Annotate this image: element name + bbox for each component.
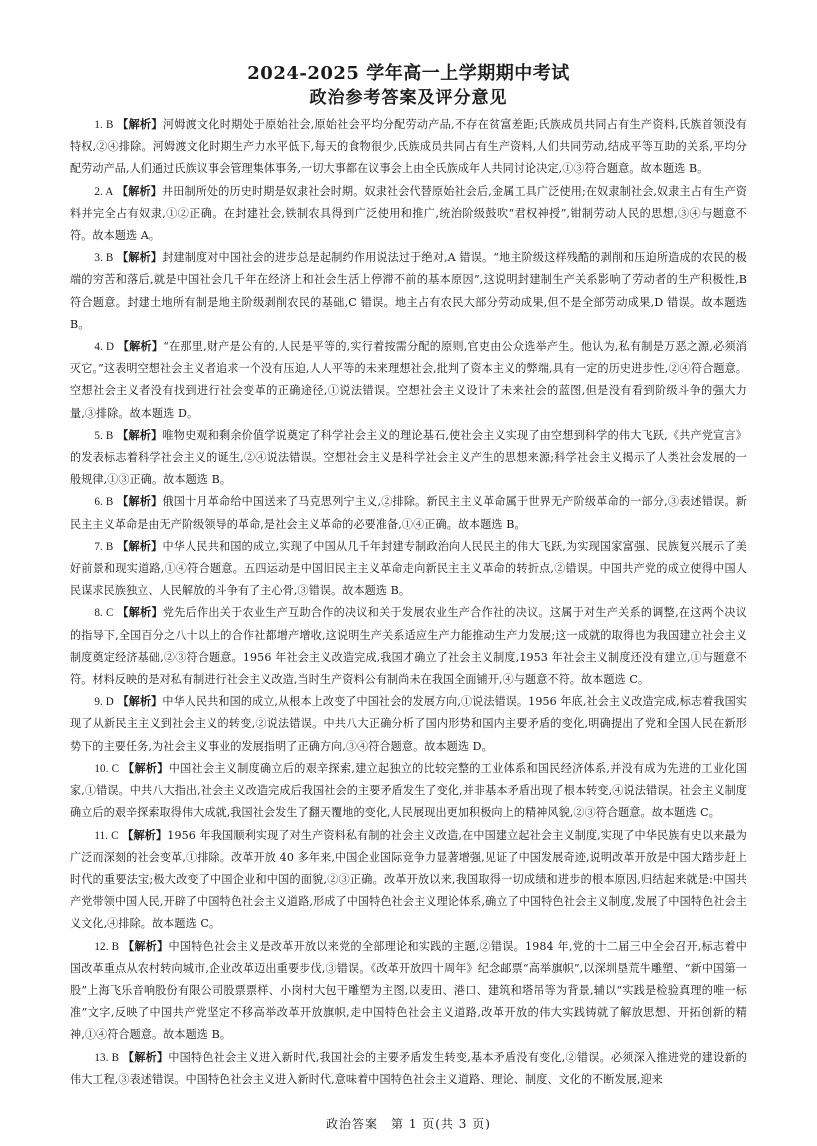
answer-key-subtitle: 政治参考答案及评分意见: [309, 88, 508, 108]
analysis-tag: 【解析】: [122, 1050, 169, 1064]
analysis-tag: 【解析】: [117, 340, 164, 354]
analysis-text: 中国特色社会主义进入新时代,我国社会的主要矛盾发生转变,基本矛盾没有变化,②错误。必须深入推进党的建设新的伟大工程,③表述错误。中国特色社会主义进入新时代,意味着中国特色社会主义道路、理论、制度、文化的不断发展,迎来: [70, 1050, 747, 1086]
analysis-tag: 【解析】: [117, 118, 163, 131]
analysis-text: 河姆渡文化时期处于原始社会,原始社会平均分配劳动产品,不存在贫富差距;氏族成员共同占有生产资料,氏族首领没有特权,②④排除。河姆渡文化时期生产力水平低下,每天的食物很少,氏族成员共同占有生产资料,人们共同劳动,结成平等互助的关系,平均分配劳动产品,人们通过氏族议事会管理集体事务,一切大事都在议事会上由全氏族成年人共同讨论决定,①③符合题意。故本题选 B。: [70, 118, 747, 176]
analysis-text: 中国特色社会主义是改革开放以来党的全部理论和实践的主题,②错误。1984 年,党的十二届三中全会召开,标志着中国改革重点从农村转向城市,企业改革迈出重要步伐,③错误。《改革开放四十周年》纪念邮票“高举旗帜”,以深圳垦荒牛雕塑、“新中国第一股”上海飞乐音响股份有限公司股票票样、小岗村大包干雕塑为主图,以麦田、港口、建筑和塔吊等为背景,辅以“实践是检验真理的唯一标准”文字,反映了中国共产党坚定不移高举改革开放旗帜,走中国特色社会主义道路,改革开放的伟大实践铸就了解放思想、开拓创新的精神,①④符合题意。故本题选 B。: [70, 939, 747, 1042]
analysis-tag: 【解析】: [117, 539, 163, 553]
answer-item: [70, 602, 747, 691]
answer-item: [70, 1047, 747, 1091]
question-number: 13. B: [94, 1051, 120, 1064]
answer-item: [70, 336, 747, 425]
analysis-text: 唯物史观和剩余价值学说奠定了科学社会主义的理论基石,使社会主义实现了由空想到科学的伟大飞跃,《共产党宣言》的发表标志着科学社会主义的诞生,②④说法错误。空想社会主义是科学社会主义产生的思想来源;科学社会主义揭示了人类社会发展的一般规律,①③正确。故本题选 B。: [70, 428, 747, 487]
analysis-tag: 【解析】: [117, 606, 163, 620]
question-number: 6. B: [94, 496, 114, 509]
analysis-tag: 【解析】: [117, 428, 163, 442]
analysis-tag: 【解析】: [122, 939, 169, 953]
analysis-text: 1956 年我国顺利实现了对生产资料私有制的社会主义改造,在中国建立起社会主义制度,实现了中华民族有史以来最为广泛而深刻的社会变革,①排除。改革开放 40 多年来,中国企业国际竞争力显著增强,见证了中国发展奇迹,说明改革开放是中国大踏步赶上时代的重要法宝;极大改变了中国企业和中国的面貌,②③正确。改革开放以来,我国取得一切成绩和进步的根本原因,归结起来就是:中国共产党带领中国人民,开辟了中国特色社会主义道路,形成了中国特色社会主义理论体系,确立了中国特色社会主义制度,发展了中国特色社会主义文化,④排除。故本题选 C。: [70, 828, 747, 931]
analysis-tag: 【解析】: [117, 695, 163, 709]
analysis-text: 中华人民共和国的成立,从根本上改变了中国社会的发展方向,①说法错误。1956 年底,社会主义改造完成,标志着我国实现了从新民主主义到社会主义的转变,②说法错误。中共八大正确分析了国内形势和国内主要矛盾的变化,明确提出了党和全国人民在新形势下的主要任务,为社会主义事业的发展指明了正确方向,③④符合题意。故本题选 D。: [70, 695, 747, 753]
question-number: 12. B: [94, 940, 120, 953]
question-number: 2. A: [94, 185, 114, 198]
answer-item: [70, 247, 747, 336]
answer-item: [70, 425, 747, 492]
analysis-tag: 【解析】: [123, 761, 169, 775]
answer-item: [70, 758, 747, 825]
question-number: 3. B: [94, 252, 114, 265]
answer-item: [70, 114, 747, 181]
analysis-text: 井田制所处的历史时期是奴隶社会时期。奴隶社会代替原始社会后,金属工具广泛使用;在奴隶制社会,奴隶主占有生产资料并完全占有奴隶,①②正确。在封建社会,铁制农具得到广泛使用和推广,统治阶级鼓吹“君权神授”,钳制劳动人民的思想,③④与题意不符。故本题选 A。: [70, 184, 747, 243]
analysis-text: 党先后作出关于农业生产互助合作的决议和关于发展农业生产合作社的决议。这属于对生产关系的调整,在这两个决议的指导下,全国百分之八十以上的合作社都增产增收,这说明生产关系适应生产力能推动生产力发展;这一成就的取得也为我国建立社会主义制度奠定经济基础,②③符合题意。1956 年社会主义改造完成,我国才确立了社会主义制度,1953 年社会主义制度还没有建立,①与题意不符。材料反映的是对私有制进行社会主义改造,当时生产资料公有制尚未在我国全面铺开,④与题意不符。故本题选 C。: [70, 606, 747, 687]
exam-title: 2024-2025 学年高一上学期期中考试: [247, 63, 570, 84]
answer-item: [70, 691, 747, 758]
analysis-text: 中国社会主义制度确立后的艰辛探索,建立起独立的比较完整的工业体系和国民经济体系,并没有成为先进的工业化国家,①错误。中共八大指出,社会主义改造完成后我国社会的主要矛盾发生了变化,并非基本矛盾出现了根本转变,④说法错误。社会主义制度确立后的艰辛探索取得伟大成就,我国社会发生了翻天覆地的变化,人民展现出更加积极向上的精神风貌,②③符合题意。故本题选 C。: [70, 761, 747, 820]
question-number: 11. C: [94, 829, 119, 842]
question-number: 10. C: [94, 762, 120, 775]
answer-item: [70, 536, 747, 603]
question-number: 7. B: [94, 540, 114, 553]
answer-item: [70, 936, 747, 1047]
answer-item: [70, 181, 747, 248]
analysis-tag: 【解析】: [117, 495, 163, 509]
question-number: 9. D: [94, 696, 114, 709]
page-footer: 政治答案 第 1 页(共 3 页): [326, 1117, 491, 1131]
answer-item: [70, 491, 747, 535]
answer-item: [70, 825, 747, 936]
answer-list: [70, 114, 747, 1091]
question-number: 5. B: [94, 429, 114, 442]
question-number: 4. D: [94, 341, 115, 354]
analysis-tag: 【解析】: [117, 184, 163, 198]
question-number: 1. B: [94, 119, 114, 131]
analysis-text: 中华人民共和国的成立,实现了中国从几千年封建专制政治向人民民主的伟大飞跃,为实现国家富强、民族复兴展示了美好前景和现实道路,①④符合题意。五四运动是中国旧民主主义革命走向新民主主义革命的转折点,②错误。中国共产党的成立使得中国人民谋求民族独立、人民解放的斗争有了主心骨,③错误。故本题选 B。: [70, 539, 747, 598]
question-number: 8. C: [94, 607, 114, 620]
analysis-text: “在那里,财产是公有的,人民是平等的,实行着按需分配的原则,官吏由公众选举产生。他认为,私有制是万恶之源,必须消灭它。”这表明空想社会主义者追求一个没有压迫,人人平等的未来理想社会,批判了资本主义的弊端,具有一定的历史进步性,②④符合题意。空想社会主义者没有找到进行社会变革的正确途径,①说法错误。空想社会主义设计了未来社会的蓝图,但是没有看到阶级斗争的强大力量,③排除。故本题选 D。: [70, 340, 747, 420]
analysis-text: 封建制度对中国社会的进步总是起制约作用说法过于绝对,A 错误。“地主阶级这样残酷的剥削和压迫所造成的农民的极端的穷苦和落后,就是中国社会几千年在经济上和社会生活上停滞不前的基本原因”,这说明封建制生产关系影响了劳动者的生产积极性,B 符合题意。封建土地所有制是地主阶级剥削农民的基础,C 错误。地主占有农民大部分劳动成果,但不是全部劳动成果,D 错误。故本题选 B。: [70, 251, 748, 331]
analysis-tag: 【解析】: [117, 251, 163, 265]
analysis-text: 俄国十月革命给中国送来了马克思列宁主义,②排除。新民主主义革命属于世界无产阶级革命的一部分,③表述错误。新民主主义革命是由无产阶级领导的革命,是社会主义革命的必要准备,①④正确。故本题选 B。: [70, 495, 747, 531]
analysis-tag: 【解析】: [122, 828, 168, 842]
